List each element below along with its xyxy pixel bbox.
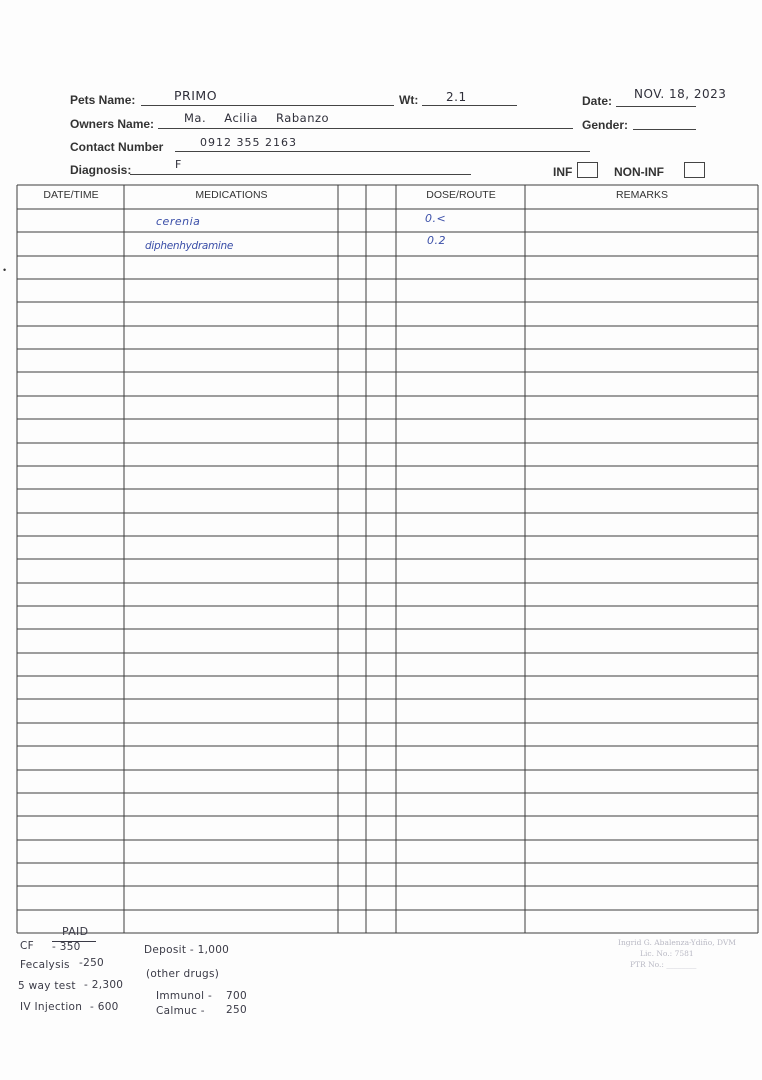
owners-name-label: Owners Name: xyxy=(70,117,155,131)
bill-item-3-label: 5 way test xyxy=(18,980,76,992)
gender-label: Gender: xyxy=(582,118,629,132)
deposit-note: Deposit - 1,000 xyxy=(144,944,230,956)
non-inf-label: NON-INF xyxy=(614,165,664,179)
vet-stamp-ptr: PTR No.: ________ xyxy=(630,960,697,969)
wt-value[interactable]: 2.1 xyxy=(446,90,467,104)
diagnosis-label: Diagnosis: xyxy=(70,163,132,177)
pets-name-label: Pets Name: xyxy=(70,93,136,107)
bill-item-1-label: CF xyxy=(20,940,34,952)
other-item-2-amount: 250 xyxy=(226,1004,247,1016)
contact-number-label: Contact Number xyxy=(70,140,164,154)
other-drugs-note: (other drugs) xyxy=(146,968,220,980)
row-2-dose[interactable]: 0.2 xyxy=(427,234,446,247)
col-header-dose-route: DOSE/ROUTE xyxy=(426,189,496,201)
other-item-2-label: Calmuc - xyxy=(156,1005,205,1017)
bill-item-2-amount: -250 xyxy=(79,957,105,969)
col-header-remarks: REMARKS xyxy=(616,189,668,201)
owners-name-value[interactable]: Ma. Acilia Rabanzo xyxy=(184,111,330,125)
inf-label: INF xyxy=(553,165,573,179)
col-header-datetime: DATE/TIME xyxy=(43,189,99,201)
row-1-medication[interactable]: cerenia xyxy=(156,215,201,228)
bill-item-1-amount: - 350 xyxy=(52,941,81,953)
date-value[interactable]: NOV. 18, 2023 xyxy=(634,87,727,101)
bill-item-3-amount: - 2,300 xyxy=(84,979,124,991)
other-item-1-amount: 700 xyxy=(226,990,247,1002)
row-1-dose[interactable]: 0.< xyxy=(425,212,447,225)
paid-label: PAID xyxy=(62,925,89,938)
pets-name-value[interactable]: PRIMO xyxy=(174,88,218,103)
bill-item-4-amount: - 600 xyxy=(90,1001,119,1013)
other-item-1-label: Immunol - xyxy=(156,990,213,1002)
date-label: Date: xyxy=(582,94,613,108)
diagnosis-value[interactable]: F xyxy=(175,158,182,171)
row-2-medication[interactable]: diphenhydramine xyxy=(145,240,234,252)
margin-mark: • xyxy=(3,265,7,275)
bill-item-2-label: Fecalysis xyxy=(20,959,70,971)
col-header-medications: MEDICATIONS xyxy=(195,189,268,201)
contact-number-value[interactable]: 0912 355 2163 xyxy=(200,136,297,149)
vet-stamp-name: Ingrid G. Abalenza-Ydiño, DVM xyxy=(618,938,736,947)
wt-label: Wt: xyxy=(399,93,419,107)
bill-item-4-label: IV Injection xyxy=(20,1001,83,1013)
vet-stamp-license: Lic. No.: 7581 xyxy=(640,949,694,958)
